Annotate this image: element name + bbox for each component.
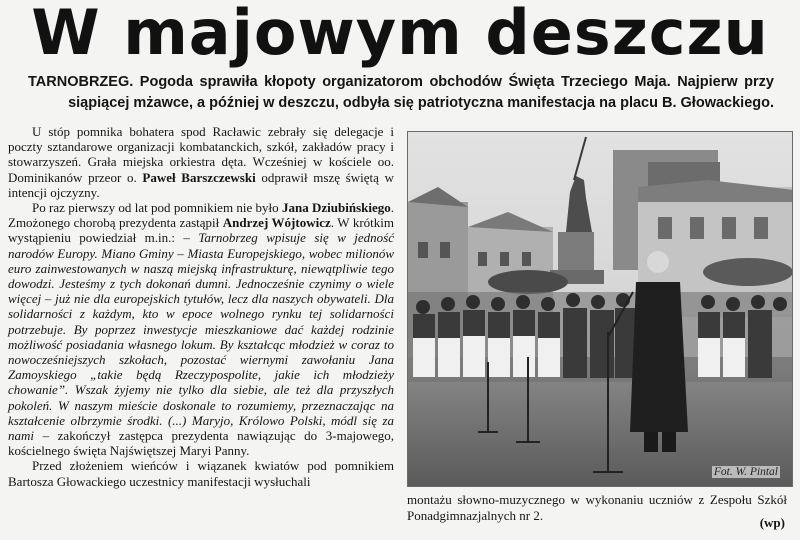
- body-paragraph-2: [8, 200, 394, 458]
- article-body-column: [8, 124, 394, 489]
- body-text: odprawił mszę świętą w intencji ojczyzny.: [8, 169, 394, 200]
- headline: W majowym deszczu: [31, 0, 769, 69]
- photo-credit: Fot. W. Pintal: [713, 466, 778, 478]
- body-text: – zakończył zastępca prezydenta nawiązując do 3-majowego, kościelnego święta Najświętszej Maryi Panny.: [8, 428, 394, 459]
- body-text: Po raz pierwszy od lat pod pomnikiem nie było: [32, 200, 282, 216]
- author-signature: (wp): [759, 515, 785, 530]
- body-paragraph-1: [8, 124, 394, 200]
- body-text: . Zmożonego chorobą prezydenta zastąpił: [8, 200, 394, 231]
- body-text: U stóp pomnika bohatera spod Racławic zebrały się delegacje i poczty sztandarowe organizacji kombatanckich, szkół, zakładów pracy i stowarzyszeń. Grała miejska orkiestra dęta. Wcześniej w kościele oo. Dominikanów przeor o.: [8, 124, 394, 185]
- person-name: Paweł Barszczewski: [142, 169, 256, 185]
- lead-paragraph: TARNOBRZEG. Pogoda sprawiła kłopoty organizatorom obchodów Święta Trzeciego Maja. Najpierw przy siąpiącej mżawce, a później w deszczu, odbyła się patriotyczna manifestacja na placu B. Głowackiego.: [28, 74, 774, 111]
- speech-quote: Tarnobrzeg wpisuje się w jedność narodów Europy. Miano Gminy – Miasta Europejskiego, wobec milionów euro zainwestowanych w naszą miejską infrastrukturę, niewątpliwie tego dowodzi. Jesteśmy z tych dokonań dumni. Jednocześnie czynimy o wiele więcej – już nie dla europejskich tytułów, lecz dla naszych obywateli. Dla solidarności z każdym, kto w epoce wolnego rynku tej solidarności potrzebuje. By poprzez inwestycje mieszkaniowe dać każdej rodzinie możliwość posiadania własnego lokum. By kształcąc młodzież w coraz to nowocześniejszych szkołach, pozostać wiernymi zawołaniu Jana Zamoyskiego „takie będą Rzeczypospolite, jakie ich młodzieży chowanie”. Wszak żyjemy nie tylko dla siebie, ale też dla przyszłych pokoleń. W naszym mieście doskonale to rozumiemy, przeznaczając na kształcenie olbrzymie środki. (...) Maryjo, Królowo Polski, módl się za nami: [8, 230, 394, 444]
- person-name: Andrzej Wójtowicz: [222, 215, 331, 231]
- body-paragraph-3-continued: montażu słowno-muzycznego w wykonaniu uczniów z Zespołu Szkół Ponadgimnazjalnych nr 2.: [407, 492, 787, 523]
- body-text: . W krótkim wystąpieniu powiedział m.in.: –: [8, 215, 395, 246]
- person-name: Jana Dziubińskiego: [281, 200, 391, 216]
- body-paragraph-3: Przed złożeniem wieńców i wiązanek kwiatów pod pomnikiem Bartosza Głowackiego uczestnicy manifestacji wysłuchali: [8, 458, 394, 489]
- photo-image: [408, 132, 793, 487]
- event-photo: [407, 131, 793, 487]
